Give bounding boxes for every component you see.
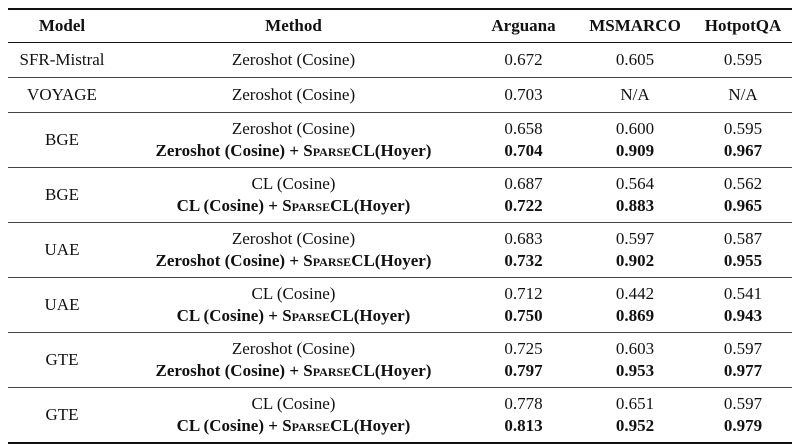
score-value: 0.750 xyxy=(504,306,543,325)
table-header xyxy=(8,9,792,43)
hotpotqa-cell xyxy=(694,333,792,388)
method-cell xyxy=(116,223,471,278)
table-row xyxy=(8,168,792,223)
score-value: 0.712 xyxy=(504,284,543,303)
model-cell: BGE xyxy=(8,113,116,168)
score-value: 0.605 xyxy=(615,50,655,69)
hotpotqa-cell xyxy=(694,388,792,444)
method-label-sparsecl xyxy=(116,140,471,162)
model-cell: GTE xyxy=(8,333,116,388)
method-label-sparsecl xyxy=(116,360,471,382)
msmarco-cell xyxy=(576,168,694,223)
table-body xyxy=(8,43,792,444)
method-label: Zeroshot (Cosine) xyxy=(231,229,356,248)
table-row xyxy=(8,333,792,388)
score-value: 0.595 xyxy=(723,50,763,69)
results-table xyxy=(8,8,792,444)
method-prefix: Zeroshot (Cosine) + xyxy=(155,141,304,160)
score-value: 0.778 xyxy=(504,394,543,413)
method-suffix: CL(Hoyer) xyxy=(330,196,411,215)
score-value: 0.587 xyxy=(723,229,763,248)
table-row xyxy=(8,113,792,168)
method-label: Zeroshot (Cosine) xyxy=(231,85,356,104)
score-value: 0.813 xyxy=(504,416,543,435)
msmarco-cell xyxy=(576,278,694,333)
msmarco-cell xyxy=(576,43,694,78)
score-value: 0.703 xyxy=(504,85,543,104)
score-value: 0.902 xyxy=(615,251,655,270)
model-cell: GTE xyxy=(8,388,116,444)
method-cell xyxy=(116,388,471,444)
score-value: N/A xyxy=(728,85,758,104)
arguana-cell xyxy=(471,278,576,333)
header-arguana: Arguana xyxy=(471,9,576,43)
arguana-cell xyxy=(471,388,576,444)
hotpotqa-cell xyxy=(694,113,792,168)
model-cell: BGE xyxy=(8,168,116,223)
method-label: CL (Cosine) xyxy=(251,284,336,303)
score-value: 0.600 xyxy=(615,119,655,138)
msmarco-cell xyxy=(576,78,694,113)
method-label: Zeroshot (Cosine) xyxy=(231,50,356,69)
arguana-cell xyxy=(471,223,576,278)
method-suffix: CL(Hoyer) xyxy=(351,141,432,160)
header-row xyxy=(8,9,792,43)
score-value: 0.564 xyxy=(615,174,655,193)
score-value: 0.967 xyxy=(723,141,763,160)
method-sparse-smallcaps: Sparse xyxy=(282,306,331,325)
score-value: 0.953 xyxy=(615,361,655,380)
method-sparse-smallcaps: Sparse xyxy=(282,416,331,435)
table-row xyxy=(8,43,792,78)
method-label-sparsecl xyxy=(116,250,471,272)
score-value: 0.597 xyxy=(723,394,763,413)
method-sparse-smallcaps: Sparse xyxy=(282,196,331,215)
score-value: 0.979 xyxy=(723,416,763,435)
score-value: 0.704 xyxy=(504,141,543,160)
score-value: 0.883 xyxy=(615,196,655,215)
header-method: Method xyxy=(116,9,471,43)
score-value: 0.952 xyxy=(615,416,655,435)
score-value: 0.722 xyxy=(504,196,543,215)
score-value: 0.597 xyxy=(615,229,655,248)
method-cell xyxy=(116,78,471,113)
method-label-sparsecl xyxy=(116,195,471,217)
header-model: Model xyxy=(8,9,116,43)
score-value: 0.603 xyxy=(615,339,655,358)
method-cell xyxy=(116,333,471,388)
score-value: 0.977 xyxy=(723,361,763,380)
arguana-cell xyxy=(471,333,576,388)
hotpotqa-cell xyxy=(694,168,792,223)
table-row xyxy=(8,278,792,333)
header-hotpotqa: HotpotQA xyxy=(694,9,792,43)
method-label: Zeroshot (Cosine) xyxy=(231,119,356,138)
msmarco-cell xyxy=(576,223,694,278)
score-value: 0.651 xyxy=(615,394,655,413)
score-value: 0.562 xyxy=(723,174,763,193)
score-value: 0.955 xyxy=(723,251,763,270)
method-prefix: Zeroshot (Cosine) + xyxy=(155,251,304,270)
method-cell xyxy=(116,168,471,223)
method-label: CL (Cosine) xyxy=(251,394,336,413)
score-value: 0.597 xyxy=(723,339,763,358)
score-value: 0.943 xyxy=(723,306,763,325)
model-cell: VOYAGE xyxy=(8,78,116,113)
msmarco-cell xyxy=(576,388,694,444)
method-suffix: CL(Hoyer) xyxy=(351,361,432,380)
score-value: 0.541 xyxy=(723,284,763,303)
arguana-cell xyxy=(471,43,576,78)
model-cell: UAE xyxy=(8,223,116,278)
method-sparse-smallcaps: Sparse xyxy=(303,361,352,380)
method-prefix: Zeroshot (Cosine) + xyxy=(155,361,304,380)
table-row xyxy=(8,78,792,113)
method-label-sparsecl xyxy=(116,305,471,327)
method-prefix: CL (Cosine) + xyxy=(176,196,283,215)
method-cell xyxy=(116,43,471,78)
hotpotqa-cell xyxy=(694,43,792,78)
table-row xyxy=(8,388,792,444)
score-value: 0.442 xyxy=(615,284,655,303)
arguana-cell xyxy=(471,113,576,168)
arguana-cell xyxy=(471,78,576,113)
method-cell xyxy=(116,278,471,333)
method-label: CL (Cosine) xyxy=(251,174,336,193)
score-value: 0.909 xyxy=(615,141,655,160)
method-suffix: CL(Hoyer) xyxy=(330,306,411,325)
method-label: Zeroshot (Cosine) xyxy=(231,339,356,358)
score-value: 0.683 xyxy=(504,229,543,248)
hotpotqa-cell xyxy=(694,223,792,278)
method-sparse-smallcaps: Sparse xyxy=(303,251,352,270)
header-msmarco: MSMARCO xyxy=(576,9,694,43)
score-value: 0.965 xyxy=(723,196,763,215)
method-cell xyxy=(116,113,471,168)
score-value: 0.797 xyxy=(504,361,543,380)
table-row xyxy=(8,223,792,278)
method-suffix: CL(Hoyer) xyxy=(330,416,411,435)
hotpotqa-cell xyxy=(694,78,792,113)
msmarco-cell xyxy=(576,113,694,168)
msmarco-cell xyxy=(576,333,694,388)
score-value: 0.658 xyxy=(504,119,543,138)
score-value: 0.595 xyxy=(723,119,763,138)
method-sparse-smallcaps: Sparse xyxy=(303,141,352,160)
method-prefix: CL (Cosine) + xyxy=(176,416,283,435)
hotpotqa-cell xyxy=(694,278,792,333)
method-label-sparsecl xyxy=(116,415,471,437)
score-value: 0.672 xyxy=(504,50,543,69)
model-cell: UAE xyxy=(8,278,116,333)
score-value: 0.687 xyxy=(504,174,543,193)
score-value: N/A xyxy=(620,85,650,104)
score-value: 0.725 xyxy=(504,339,543,358)
arguana-cell xyxy=(471,168,576,223)
score-value: 0.732 xyxy=(504,251,543,270)
method-prefix: CL (Cosine) + xyxy=(176,306,283,325)
model-cell: SFR-Mistral xyxy=(19,50,105,69)
score-value: 0.869 xyxy=(615,306,655,325)
method-suffix: CL(Hoyer) xyxy=(351,251,432,270)
results-table-container xyxy=(8,8,792,444)
